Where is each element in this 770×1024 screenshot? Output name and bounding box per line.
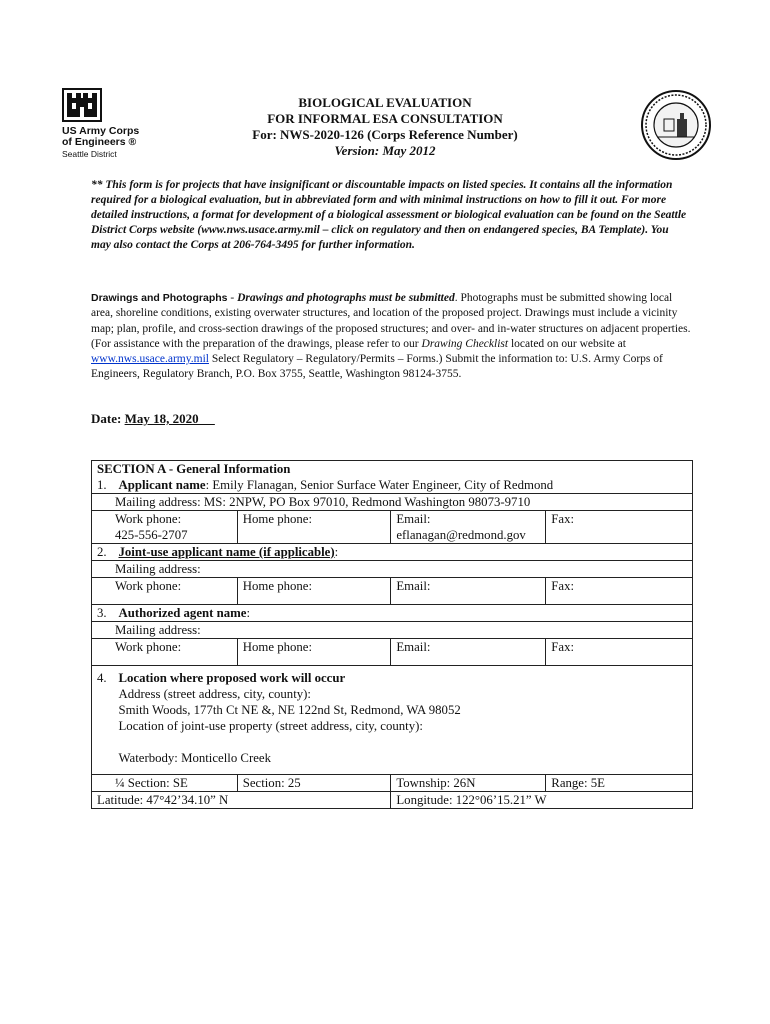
agent-work-phone[interactable]: Work phone:	[92, 639, 238, 666]
applicant-email[interactable]: Email: eflanagan@redmond.gov	[391, 511, 546, 544]
joint-fax[interactable]: Fax:	[546, 578, 693, 605]
form-intro: ** This form is for projects that have insignificant or discountable impacts on listed species. It contains all the information required for a biological evaluation, but in abbreviated form and with minimal instructions on how to fill it out. For more detailed instructions, a format for development of a biological assessment or biological evaluation can be found on the Seattle District Corps website (www.nws.usace.army.mil – click on regulatory and then on endangered species, BA Template). You may also contact the Corps at 206-764-3495 for further information.	[91, 179, 687, 251]
date-line	[91, 411, 215, 427]
document-title: BIOLOGICAL EVALUATION FOR INFORMAL ESA CONSULTATION For: NWS-2020-126 (Corps Reference Number) Version: May 2012	[252, 95, 518, 158]
applicant-mailing-address[interactable]: Mailing address: MS: 2NPW, PO Box 97010, Redmond Washington 98073-9710	[92, 494, 693, 511]
joint-work-phone[interactable]: Work phone:	[92, 578, 238, 605]
agent-name-row[interactable]: Authorized agent name:	[113, 605, 692, 622]
applicant-fax[interactable]: Fax:	[546, 511, 693, 544]
section-number[interactable]: Section: 25	[237, 775, 391, 792]
usace-castle-logo	[62, 88, 102, 122]
location-heading: Location where proposed work will occur	[118, 671, 346, 685]
drawings-heading: Drawings and Photographs	[91, 292, 228, 304]
usace-wordmark: US Army Corps of Engineers ®	[62, 125, 140, 148]
district-seal-icon	[640, 89, 712, 161]
joint-email[interactable]: Email:	[391, 578, 546, 605]
location-address[interactable]: Smith Woods, 177th Ct NE &, NE 122nd St, Redmond, WA 98052	[118, 703, 461, 717]
joint-applicant-row[interactable]: Joint-use applicant name (if applicable):	[113, 544, 692, 561]
quarter-section[interactable]: ¼ Section: SE	[92, 775, 238, 792]
joint-mailing-address[interactable]: Mailing address:	[92, 561, 693, 578]
township[interactable]: Township: 26N	[391, 775, 546, 792]
date-label: Date:	[91, 411, 125, 426]
applicant-name-label: Applicant name	[118, 478, 206, 492]
applicant-name-row	[113, 477, 692, 494]
agent-home-phone[interactable]: Home phone:	[237, 639, 391, 666]
applicant-home-phone[interactable]: Home phone:	[237, 511, 391, 544]
date-value[interactable]: May 18, 2020	[124, 411, 215, 426]
agent-email[interactable]: Email:	[391, 639, 546, 666]
latitude[interactable]: Latitude: 47°42’34.10” N	[92, 792, 391, 809]
joint-home-phone[interactable]: Home phone:	[237, 578, 391, 605]
waterbody[interactable]: Waterbody: Monticello Creek	[118, 751, 271, 765]
location-block: Location where proposed work will occur Address (street address, city, county): Smith Woods, 177th Ct NE &, NE 122nd St, Redmond, WA 98052 Location of joint-use property (street address, city, county): Waterbody: Monticello Creek	[113, 666, 692, 775]
section-a-table: SECTION A - General Information 1. Applicant name: Emily Flanagan, Senior Surface Water Engineer, City of Redmond Mailing address: MS: 2NPW, PO Box 97010, Redmond Washington 98073-9710 Work phone: 425-556-2707 Home phone: Email: eflanagan@redmond.gov Fax: 2. Joint-use applicant name (if applicable): Mailing address: Work phone: Home phone: Email: Fax: 3. Authorized agent name: Mailing address: Work phone: Home phone: Email: Fax: 4. Location where proposed work will occur Address (street address, city, county): Smith Woods, 177th Ct NE &, NE 122nd St, Redmond, WA 98052 Location of joint-use property (street address, city, county): Waterbody: Monticello Creek ¼ Section: SE Section: 25 Township: 26N Range: 5E Latitude: 47°42’34.10” N Longitude: 122°06’15.21” W	[91, 460, 693, 809]
nws-website-link[interactable]: www.nws.usace.army.mil	[91, 353, 209, 366]
agent-mailing-address[interactable]: Mailing address:	[92, 622, 693, 639]
agent-fax[interactable]: Fax:	[546, 639, 693, 666]
drawings-instructions: Drawings and Photographs - Drawings and photographs must be submitted. Photographs must be submitted showing local area, shoreline conditions, existing overwater structures, and location of the proposed project. Drawings must include a vicinity map; plan, profile, and cross-section drawings of the proposed structures; and over- and in-water structures on adjacent properties. (For assistance with the preparation of the drawings, please refer to our Drawing Checklist located on our website at www.nws.usace.army.mil Select Regulatory – Regulatory/Permits – Forms.) Submit the information to: U.S. Army Corps of Engineers, Regulatory Branch, P.O. Box 3755, Seattle, Washington 98124-3755.	[91, 292, 691, 381]
district-name: Seattle District	[62, 149, 117, 159]
section-a-title: SECTION A - General Information	[92, 461, 693, 478]
applicant-name-value[interactable]: : Emily Flanagan, Senior Surface Water Engineer, City of Redmond	[205, 478, 554, 492]
drawings-emphasis: Drawings and photographs must be submitted	[237, 292, 455, 304]
longitude[interactable]: Longitude: 122°06’15.21” W	[391, 792, 693, 809]
applicant-work-phone[interactable]: Work phone: 425-556-2707	[92, 511, 238, 544]
drawing-checklist-ref: Drawing Checklist	[421, 337, 509, 350]
range[interactable]: Range: 5E	[546, 775, 693, 792]
